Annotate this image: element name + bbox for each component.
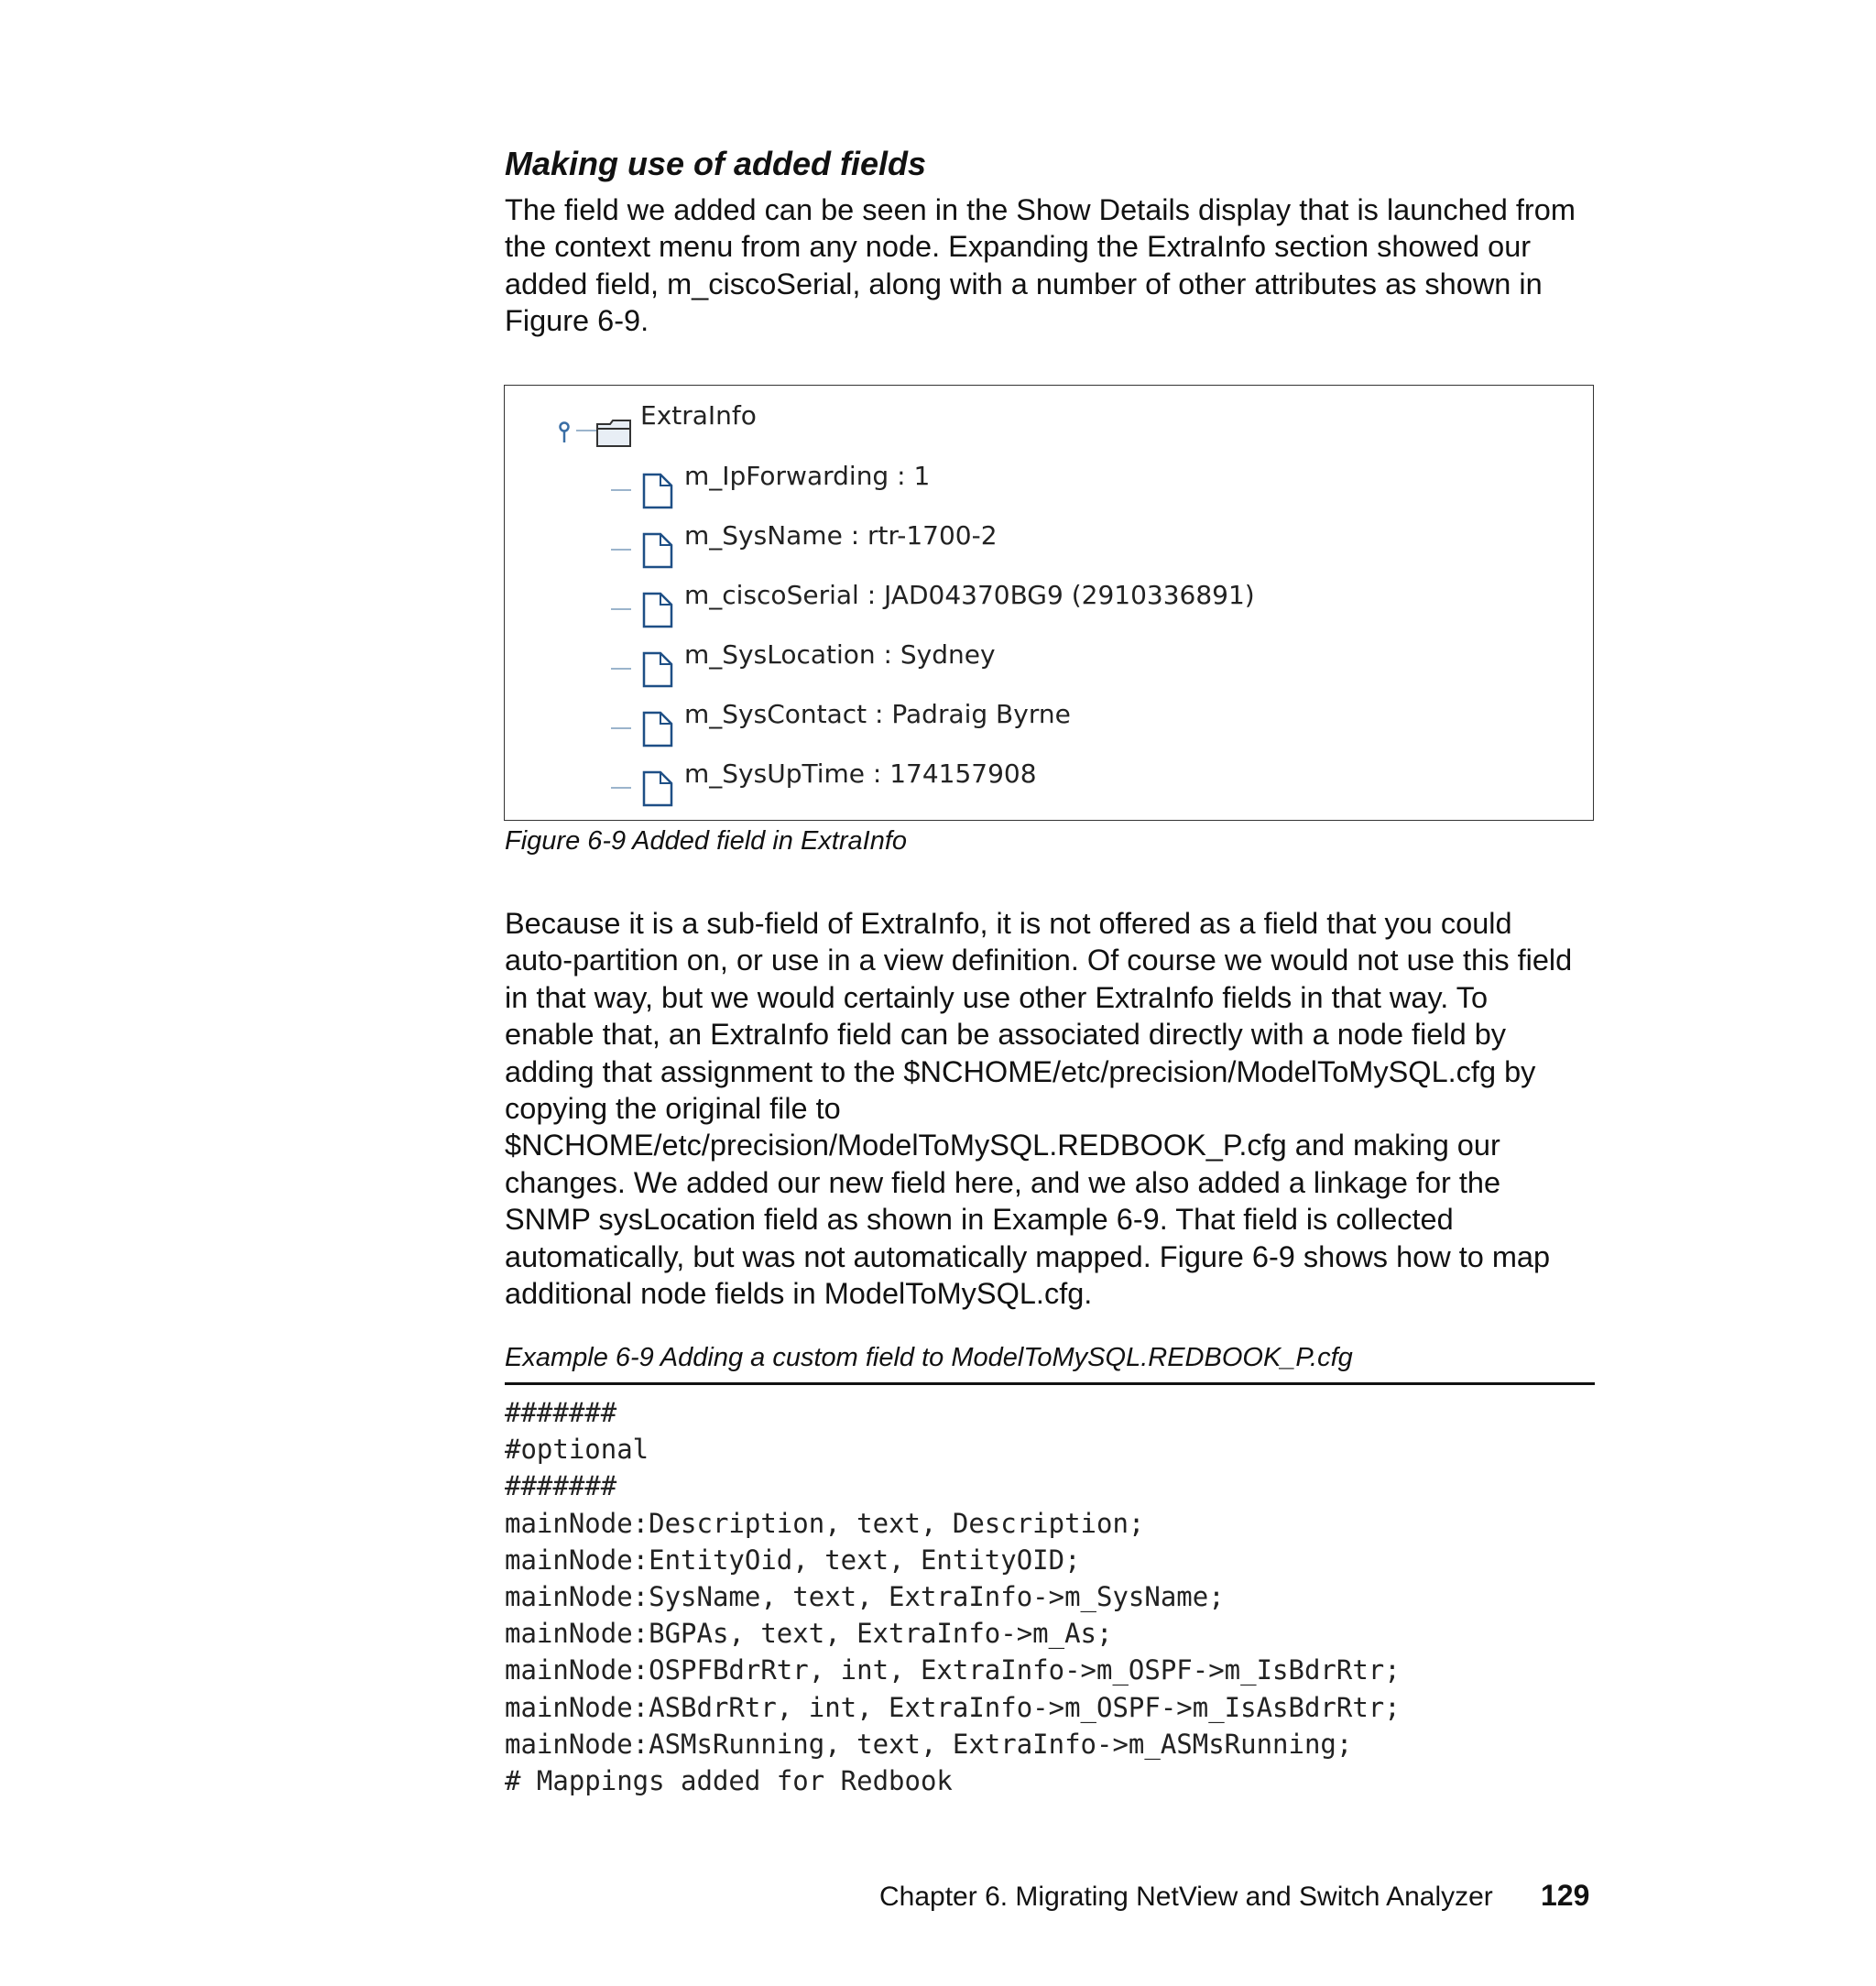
tree-item-label[interactable]: m_SysContact : Padraig Byrne (684, 699, 1071, 729)
body-paragraph (505, 905, 1604, 1312)
document-icon (642, 770, 673, 807)
body-line: enable that, an ExtraInfo field can be associated directly with a node field by (505, 1018, 1507, 1052)
tree-handle-icon[interactable] (558, 420, 573, 444)
body-line: adding that assignment to the $NCHOME/etc/precision/ModelToMySQL.cfg by (505, 1054, 1536, 1088)
body-line: auto-partition on, or use in a view definition. Of course we would not use this field (505, 944, 1573, 977)
tree-connector-line (611, 608, 631, 610)
intro-line: added field, m_ciscoSerial, along with a number of other attributes as shown in (505, 267, 1543, 300)
code-line: ####### (505, 1397, 617, 1428)
body-line: SNMP sysLocation field as shown in Example 6-9. That field is collected (505, 1203, 1454, 1237)
intro-line: the context menu from any node. Expanding the ExtraInfo section showed our (505, 230, 1532, 264)
body-line: Because it is a sub-field of ExtraInfo, it is not offered as a field that you could (505, 907, 1512, 940)
intro-line: The field we added can be seen in the Show Details display that is launched from (505, 193, 1576, 226)
document-icon (642, 473, 673, 509)
tree-connector-line (611, 489, 631, 491)
code-line: mainNode:ASBdrRtr, int, ExtraInfo->m_OSPF->m_IsAsBdrRtr; (505, 1691, 1401, 1723)
tree-root-label[interactable]: ExtraInfo (640, 400, 757, 431)
code-line: #optional (505, 1434, 649, 1466)
code-line: mainNode:Description, text, Description; (505, 1507, 1145, 1539)
tree-item-label[interactable]: m_SysName : rtr-1700-2 (684, 520, 998, 551)
code-line: ####### (505, 1470, 617, 1502)
tree-connector-line (611, 787, 631, 789)
intro-paragraph (505, 191, 1604, 340)
folder-icon (595, 417, 634, 448)
body-line: automatically, but was not automatically mapped. Figure 6-9 shows how to map (505, 1239, 1551, 1273)
intro-line: Figure 6-9. (505, 304, 649, 338)
body-line: changes. We added our new field here, and we also added a linkage for the (505, 1165, 1501, 1199)
tree-item-label[interactable]: m_ciscoSerial : JAD04370BG9 (2910336891) (684, 580, 1255, 610)
code-line: mainNode:ASMsRunning, text, ExtraInfo->m_ASMsRunning; (505, 1728, 1353, 1760)
code-line: mainNode:BGPAs, text, ExtraInfo->m_As; (505, 1618, 1113, 1650)
example-caption: Example 6-9 Adding a custom field to ModelToMySQL.REDBOOK_P.cfg (505, 1343, 1353, 1372)
figure-caption: Figure 6-9 Added field in ExtraInfo (505, 826, 908, 856)
body-line: copying the original file to (505, 1092, 841, 1126)
code-line: mainNode:OSPFBdrRtr, int, ExtraInfo->m_OSPF->m_IsBdrRtr; (505, 1654, 1401, 1686)
document-icon (642, 711, 673, 747)
tree-connector-line (611, 727, 631, 729)
code-block (505, 1394, 1401, 1799)
figure-tree-panel (504, 385, 1594, 821)
tree-item-label[interactable]: m_SysUpTime : 174157908 (684, 758, 1037, 789)
tree-connector-line (611, 668, 631, 670)
body-line: additional node fields in ModelToMySQL.cfg. (505, 1277, 1093, 1311)
tree-connector-line (611, 549, 631, 551)
page-number: 129 (1541, 1879, 1590, 1912)
document-icon (642, 651, 673, 688)
tree-item-label[interactable]: m_SysLocation : Sydney (684, 639, 996, 670)
example-rule (505, 1382, 1595, 1385)
tree-item-label[interactable]: m_IpForwarding : 1 (684, 461, 931, 491)
document-icon (642, 532, 673, 569)
footer-chapter-title: Chapter 6. Migrating NetView and Switch Analyzer (879, 1882, 1493, 1912)
code-line: mainNode:EntityOid, text, EntityOID; (505, 1544, 1081, 1576)
body-line: in that way, but we would certainly use other ExtraInfo fields in that way. To (505, 980, 1489, 1014)
section-heading: Making use of added fields (505, 145, 927, 182)
code-line: # Mappings added for Redbook (505, 1765, 953, 1797)
code-line: mainNode:SysName, text, ExtraInfo->m_SysName; (505, 1581, 1225, 1613)
body-line: $NCHOME/etc/precision/ModelToMySQL.REDBOOK_P.cfg and making our (505, 1129, 1500, 1162)
document-icon (642, 592, 673, 628)
tree-connector-line (576, 430, 596, 431)
